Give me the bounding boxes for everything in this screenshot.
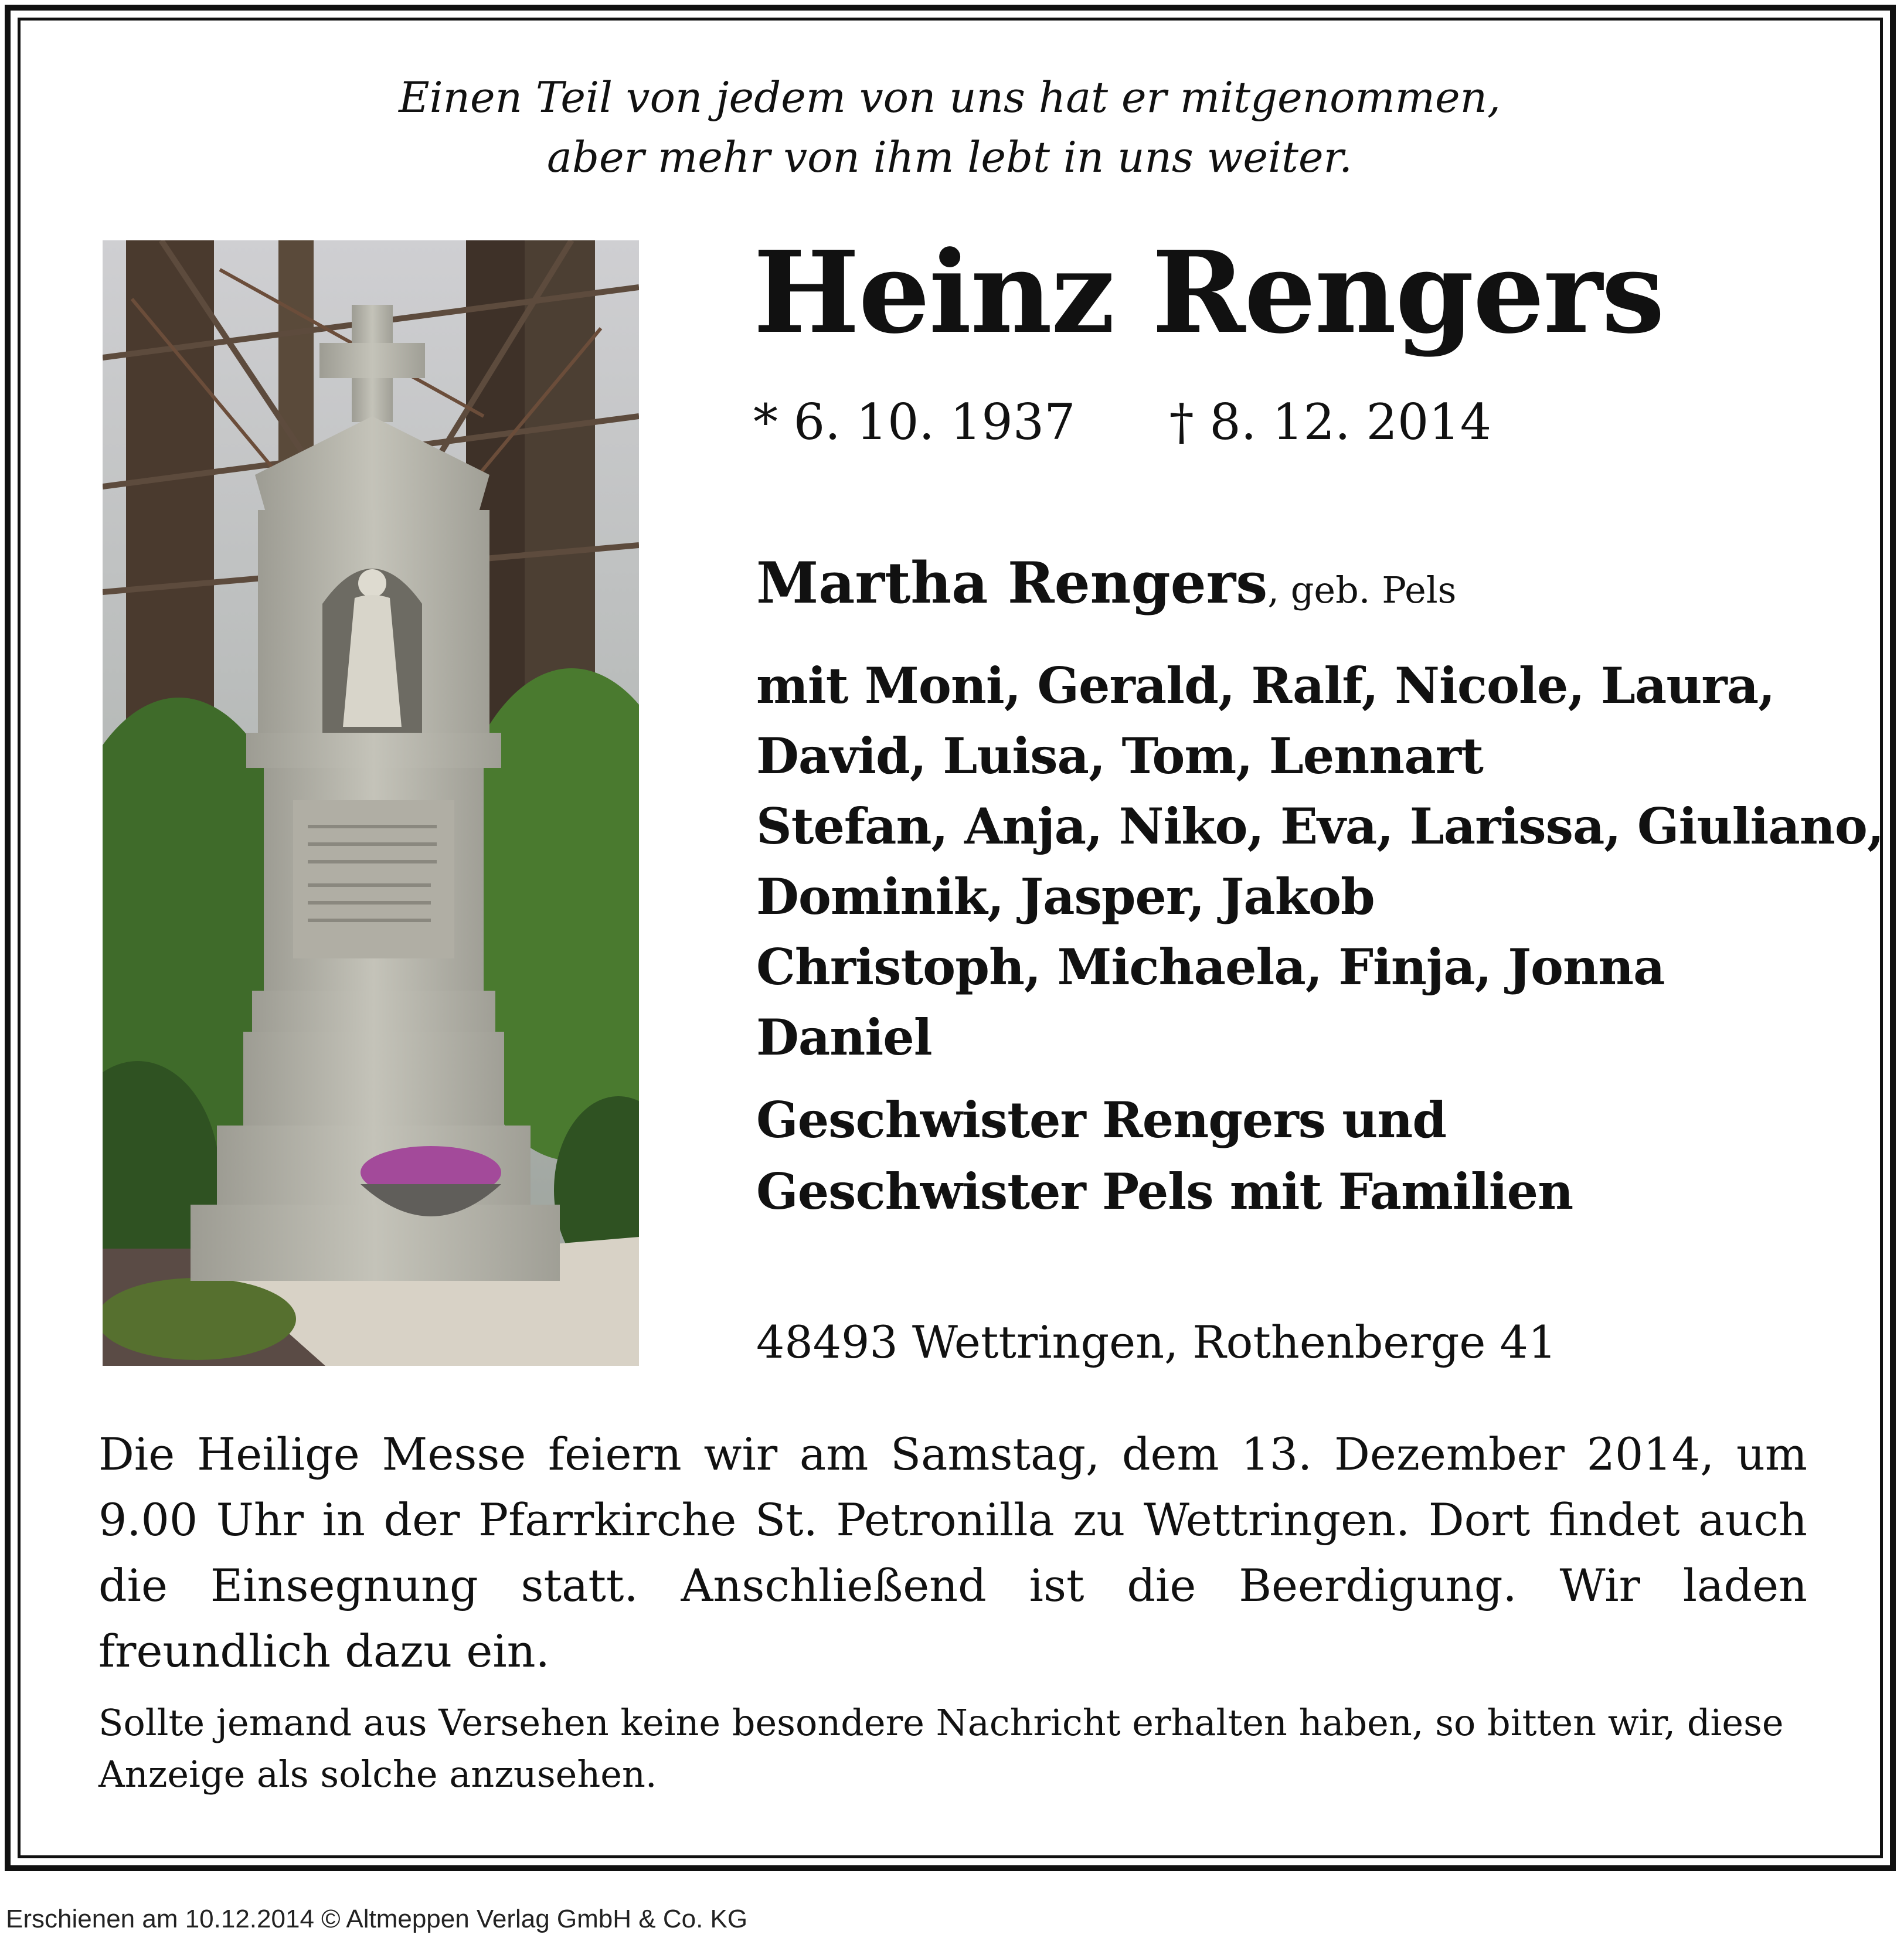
family-line: Stefan, Anja, Niko, Eva, Larissa, Giuliano,: [756, 797, 1884, 855]
motto-line-2: aber mehr von ihm lebt in uns weiter.: [547, 132, 1352, 182]
family-line: Christoph, Michaela, Finja, Jonna: [756, 938, 1665, 996]
family-line: Daniel: [756, 1008, 932, 1066]
siblings-line: Geschwister Pels mit Familien: [756, 1162, 1573, 1220]
family-list: [756, 651, 1883, 1073]
life-dates: [753, 390, 1491, 454]
motto-line-1: Einen Teil von jedem von uns hat er mitgenommen,: [399, 73, 1501, 122]
birth-date: * 6. 10. 1937: [753, 393, 1076, 451]
widow-name: Martha Rengers: [756, 550, 1268, 616]
family-line: David, Luisa, Tom, Lennart: [756, 727, 1483, 785]
widow-maiden-name: , geb. Pels: [1267, 569, 1457, 611]
service-text: Die Heilige Messe feiern wir am Samstag, dem 13. Dezember 2014, um 9.00 Uhr in der Pfarrkirche St. Petronilla zu Wettringen. Dort findet auch die Einsegnung statt. Anschließend ist die Beerdigung. Wir laden freundlich dazu ein.: [98, 1428, 1807, 1677]
grave-monument-photo: [103, 240, 639, 1366]
family-line: Dominik, Jasper, Jakob: [756, 868, 1375, 926]
motto: [176, 67, 1723, 187]
death-date: † 8. 12. 2014: [1169, 393, 1492, 451]
siblings-list: [756, 1084, 1573, 1228]
deceased-name: Heinz Rengers: [753, 227, 1664, 359]
siblings-line: Geschwister Rengers und: [756, 1091, 1447, 1149]
family-line: mit Moni, Gerald, Ralf, Nicole, Laura,: [756, 657, 1775, 715]
widow-line: [756, 548, 1456, 625]
note-text: Sollte jemand aus Versehen keine besondere Nachricht erhalten haben, so bitten wir, diese Anzeige als solche anzusehen.: [98, 1701, 1784, 1796]
address: 48493 Wettringen, Rothenberge 41: [756, 1316, 1557, 1368]
publication-footer: Erschienen am 10.12.2014 © Altmeppen Verlag GmbH & Co. KG: [6, 1905, 748, 1933]
